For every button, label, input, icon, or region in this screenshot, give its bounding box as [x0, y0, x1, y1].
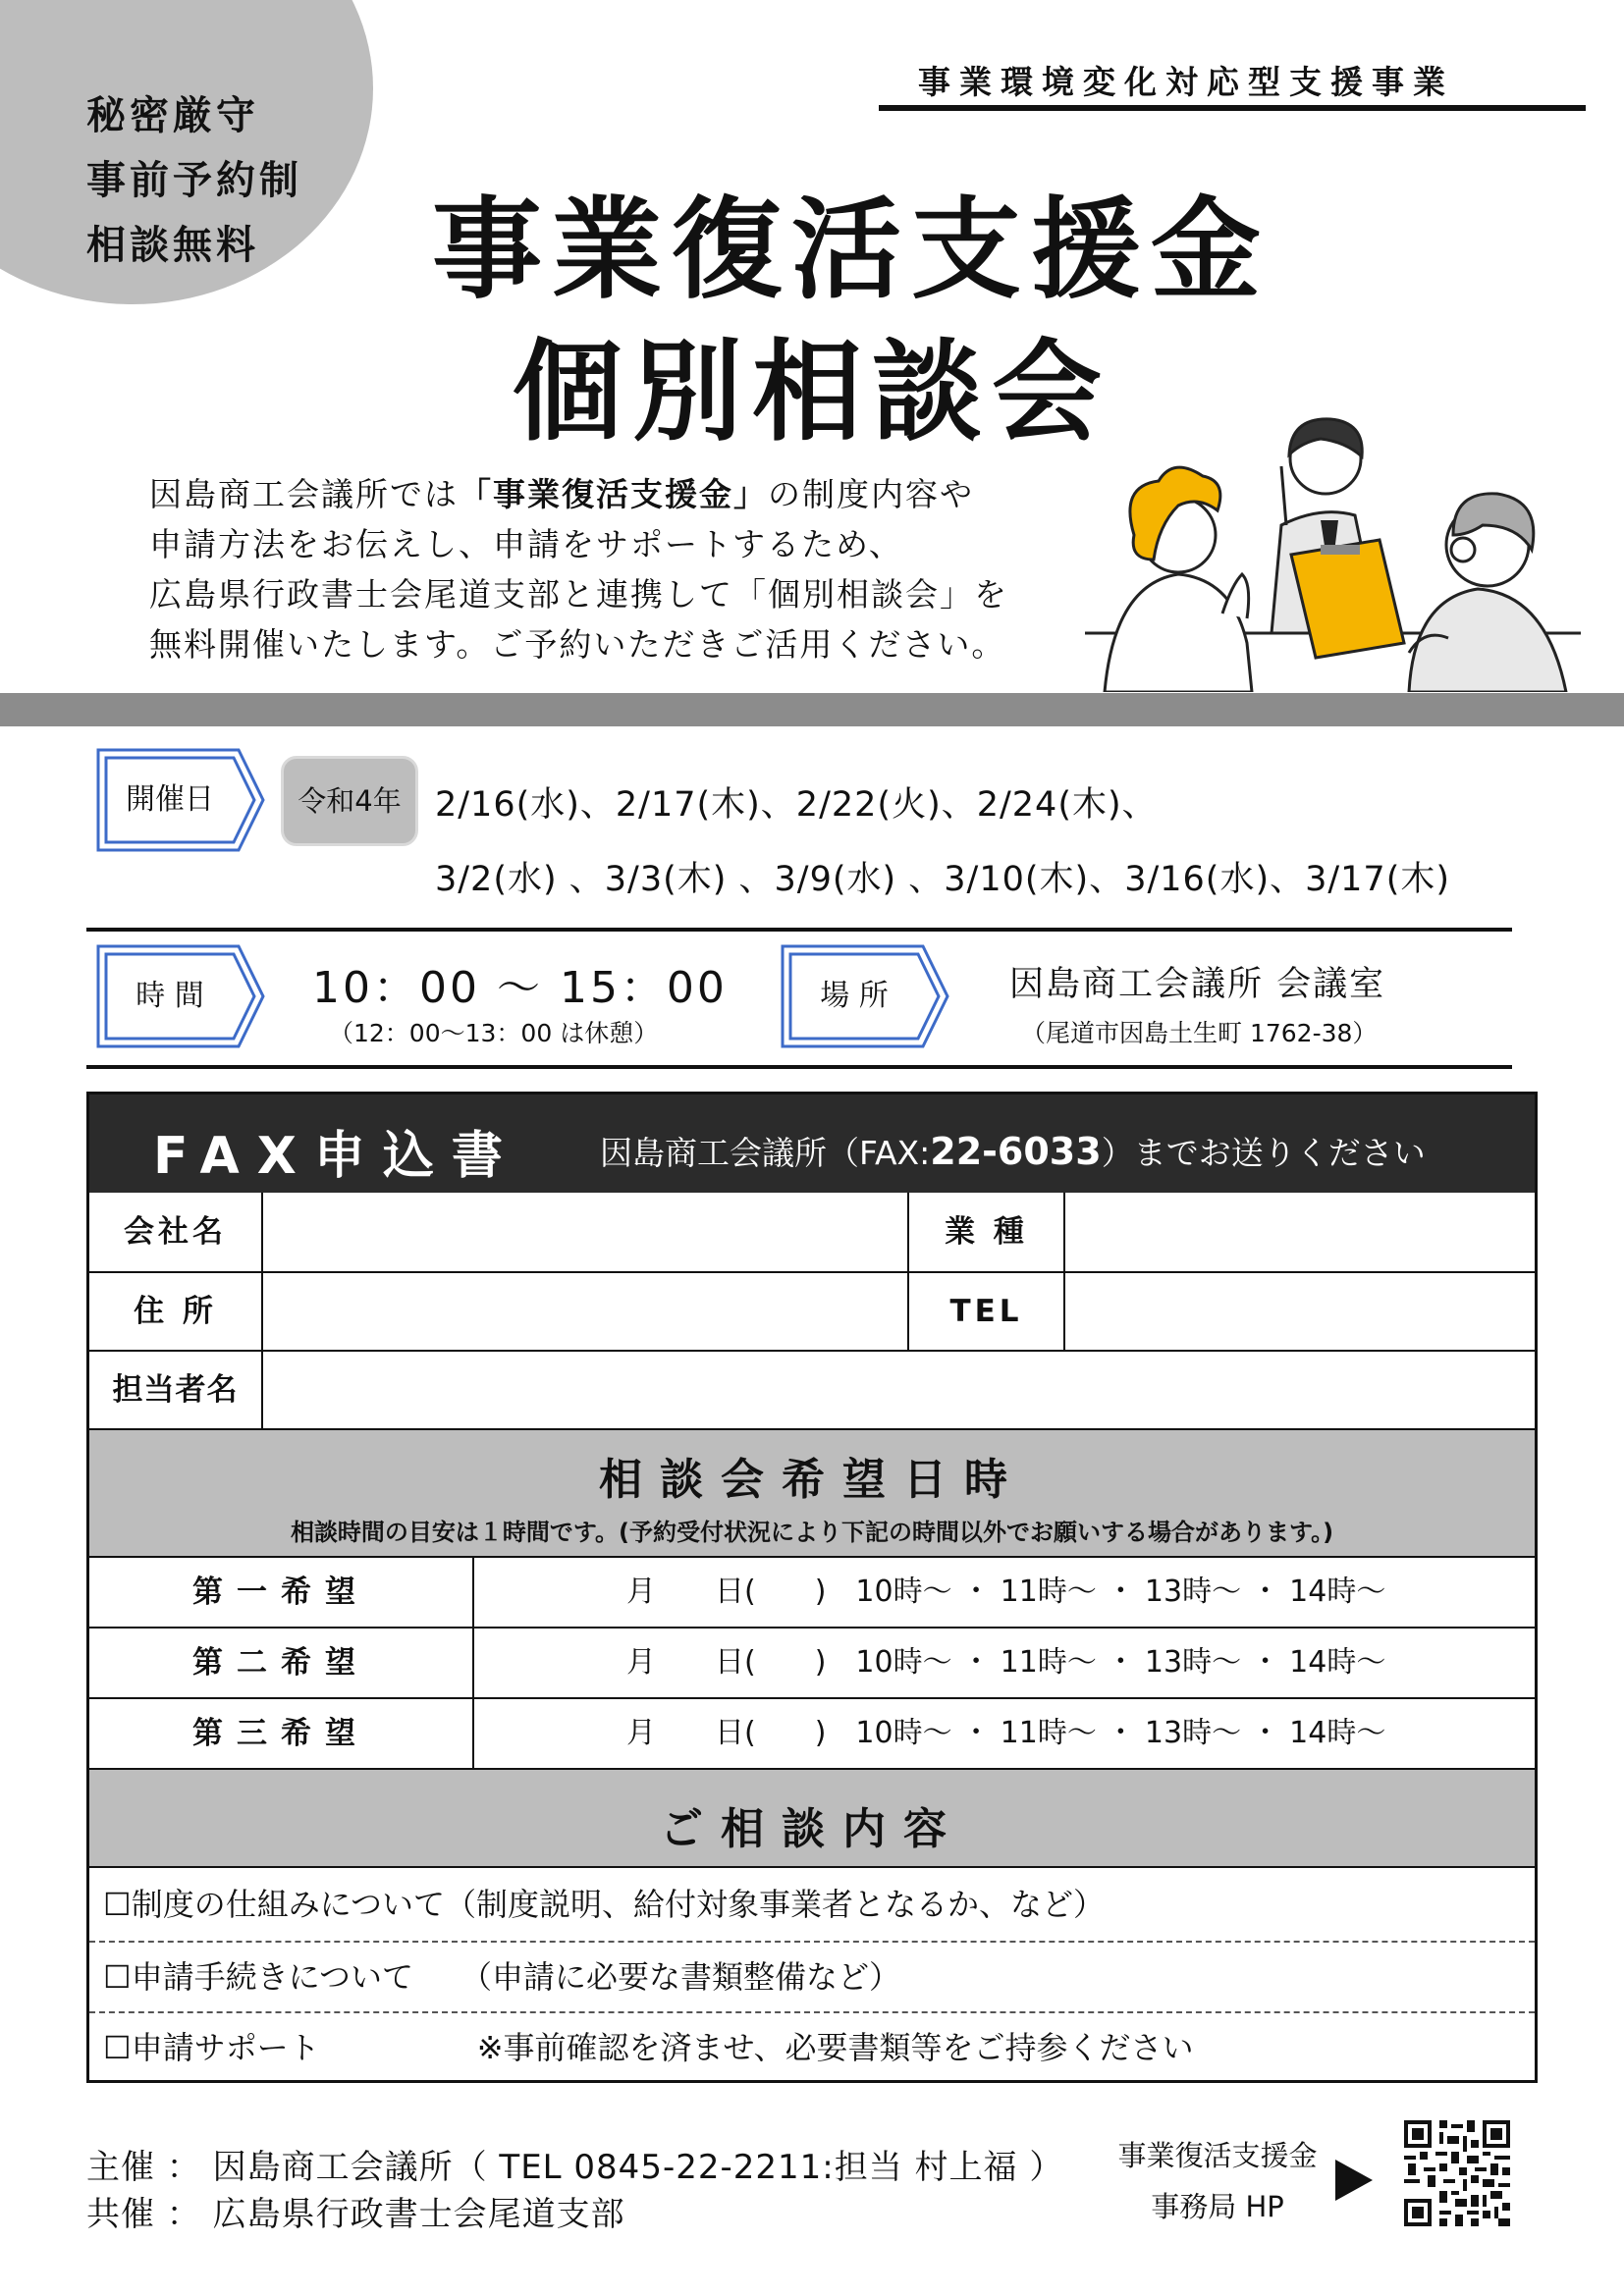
venue-label-tag [781, 944, 949, 1048]
intro-highlight: 「事業復活支援金」 [459, 475, 768, 513]
tel-label: TEL [949, 1294, 1023, 1329]
venue-label: 場 所 [820, 979, 889, 1013]
person-input[interactable] [263, 1352, 1535, 1428]
preference-2-label: 第二希望 [192, 1645, 369, 1681]
fax-number: 22-6033 [930, 1130, 1102, 1173]
intro-line1a: 因島商工会議所では [149, 475, 459, 513]
divider-bottom [86, 1065, 1512, 1069]
dates-line1: 2/16(水)、2/17(木)、2/22(火)、2/24(木)、 [435, 785, 1158, 825]
co-organizer-info: 共催 ： 広島県行政書士会尾道支部 [86, 2195, 625, 2234]
preferred-section-header [89, 1430, 1535, 1556]
grid-line [1063, 1193, 1065, 1350]
intro-line4: 無料開催いたします。ご予約いただきご活用ください。 [149, 625, 1006, 664]
time-value: 10：00 ～ 15：00 [312, 963, 728, 1013]
project-name: 事業環境変化対応型支援事業 [918, 63, 1454, 101]
time-note: （12：00～13：00 は休憩） [329, 1019, 659, 1047]
tel-input[interactable] [1065, 1273, 1535, 1350]
badge-reservation: 事前予約制 [86, 158, 302, 203]
consultation-option-procedure[interactable]: ☐申請手続きについて （申請に必要な書類整備など） [103, 1958, 901, 1996]
preference-3-label: 第三希望 [192, 1716, 369, 1751]
date-label: 開催日 [126, 782, 214, 817]
badge-confidential: 秘密厳守 [86, 93, 259, 138]
grid-line [261, 1193, 263, 1428]
main-subtitle: 個別相談会 [513, 329, 1111, 456]
venue-value: 因島商工会議所 会議室 [1009, 965, 1386, 1004]
company-label: 会社名 [124, 1214, 227, 1250]
time-label: 時 間 [135, 979, 204, 1013]
grid-line [89, 1350, 1535, 1352]
dates-line2: 3/2(水) 、3/3(木) 、3/9(水) 、3/10(木)、3/16(水)、3/17(木) [435, 860, 1451, 899]
fax-form-title: FAX申込書 [153, 1127, 520, 1186]
fax-form [86, 1092, 1538, 2083]
company-input[interactable] [263, 1193, 907, 1271]
era-badge: 令和4年 [281, 756, 418, 846]
intro-line3: 広島県行政書士会尾道支部と連携して「個別相談会」を [149, 575, 1008, 614]
meeting-illustration [1085, 388, 1586, 692]
address-input[interactable] [263, 1273, 907, 1350]
time-label-tag [96, 944, 265, 1048]
project-underline [879, 105, 1586, 111]
consultation-option-system[interactable]: ☐制度の仕組みについて（制度説明、給付対象事業者となるか、など） [103, 1886, 1106, 1923]
industry-input[interactable] [1065, 1193, 1535, 1271]
preferred-note: 相談時間の目安は１時間です。(予約受付状況により下記の時間以外でお願いする場合があります。) [290, 1519, 1334, 1546]
section-divider-bar [0, 693, 1624, 726]
preference-3-options[interactable]: 月 日( ) 10時～ ・ 11時～ ・ 13時～ ・ 14時～ [626, 1716, 1386, 1750]
industry-label: 業 種 [945, 1214, 1028, 1250]
consultation-option-support[interactable]: ☐申請サポート ※事前確認を済ませ、必要書類等をご持参ください [103, 2029, 1194, 2066]
main-title: 事業復活支援金 [432, 187, 1271, 314]
preferred-title: 相談会希望日時 [599, 1455, 1025, 1505]
grid-line [89, 1866, 1535, 1868]
person-label: 担当者名 [112, 1372, 239, 1408]
fax-form-header [89, 1095, 1535, 1193]
divider-top [86, 928, 1512, 932]
venue-address: （尾道市因島土生町 1762-38） [1021, 1019, 1378, 1047]
address-label: 住 所 [134, 1294, 217, 1329]
hp-caption [1100, 2130, 1335, 2232]
badge-free: 相談無料 [86, 223, 259, 268]
consultation-section-header [89, 1770, 1535, 1866]
preference-1-label: 第一希望 [192, 1575, 369, 1610]
fax-note-post: ）までお送りください [1101, 1134, 1426, 1172]
play-arrow-icon [1335, 2160, 1373, 2205]
grid-line [907, 1193, 909, 1350]
preference-2-options[interactable]: 月 日( ) 10時～ ・ 11時～ ・ 13時～ ・ 14時～ [626, 1645, 1386, 1680]
preference-1-options[interactable]: 月 日( ) 10時～ ・ 11時～ ・ 13時～ ・ 14時～ [626, 1575, 1386, 1609]
fax-form-note [600, 1128, 1426, 1174]
intro-line1c: の制度内容や [768, 475, 974, 513]
grid-line [472, 1556, 474, 1768]
consultation-title: ご相談内容 [660, 1804, 964, 1854]
hp-caption-line1: 事業復活支援金 [1117, 2139, 1318, 2172]
fax-note-pre: 因島商工会議所（FAX: [600, 1134, 931, 1172]
intro-text [149, 469, 1092, 669]
organizer-info: 主催 ： 因島商工会議所（ TEL 0845-22-2211:担当 村上福 ） [86, 2148, 1064, 2187]
hp-caption-line2: 事務局 HP [1151, 2190, 1284, 2223]
qr-code-icon[interactable] [1404, 2120, 1510, 2226]
intro-line2: 申請方法をお伝えし、申請をサポートするため、 [149, 525, 903, 563]
grid-line [89, 1271, 1535, 1273]
date-label-tag [96, 748, 265, 852]
